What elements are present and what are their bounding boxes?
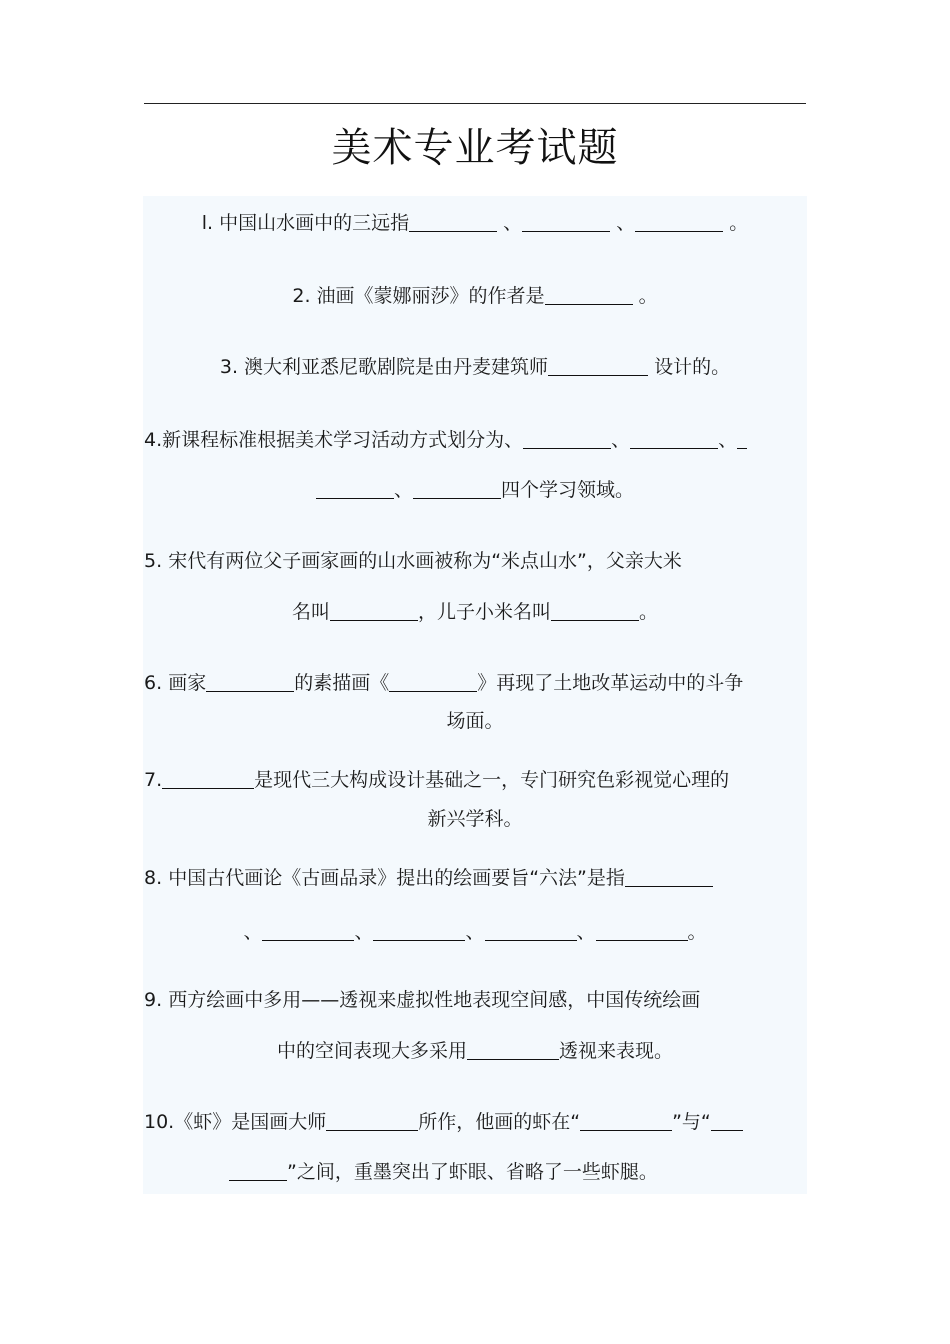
answer-blank[interactable] <box>316 479 394 499</box>
question-number: 6. <box>144 672 163 694</box>
answer-blank[interactable] <box>596 921 688 941</box>
question-text: 澳大利亚悉尼歌剧院是由丹麦建筑师 <box>244 356 549 378</box>
question-text: 中国山水画中的三远指 <box>219 212 410 234</box>
answer-blank[interactable] <box>413 479 501 499</box>
question-9-line-1 <box>144 985 806 1012</box>
question-6-line-1 <box>144 668 806 695</box>
separator: 、 <box>611 429 631 451</box>
question-8-line-2 <box>144 917 806 944</box>
question-text: 名叫 <box>291 601 330 623</box>
answer-blank[interactable] <box>635 212 723 232</box>
question-text: 》再现了土地改革运动中的斗争 <box>477 672 744 694</box>
question-text: 《虾》是国画大师 <box>174 1111 327 1133</box>
question-3 <box>144 352 806 379</box>
answer-blank[interactable] <box>485 921 577 941</box>
question-5-line-1 <box>144 546 806 573</box>
answer-blank[interactable] <box>580 1111 672 1131</box>
question-number: 9. <box>144 989 163 1011</box>
answer-blank[interactable] <box>229 1161 287 1181</box>
question-number: 2. <box>292 285 311 307</box>
question-text: ，儿子小米名叫 <box>417 601 551 623</box>
answer-blank[interactable] <box>523 429 611 449</box>
answer-blank[interactable] <box>548 356 648 376</box>
question-4-line-1 <box>144 425 806 452</box>
question-1 <box>144 208 806 235</box>
period: 。 <box>729 212 749 234</box>
question-text: 宋代有两位父子画家画的山水画被称为“米点山水”，父亲大米 <box>168 550 682 572</box>
question-10-line-2 <box>229 1157 806 1184</box>
answer-blank[interactable] <box>467 1040 559 1060</box>
question-number: 10. <box>144 1111 175 1133</box>
answer-blank[interactable] <box>262 921 354 941</box>
period: 。 <box>639 601 659 623</box>
question-text: 所作，他画的虾在“ <box>418 1111 581 1133</box>
period: 。 <box>687 921 707 943</box>
question-10-line-1 <box>144 1107 806 1134</box>
answer-blank[interactable] <box>373 921 465 941</box>
question-text: 新课程标准根据美术学习活动方式划分为、 <box>162 429 524 451</box>
question-text: 画家 <box>168 672 207 694</box>
question-text: ”之间，重墨突出了虾眼、省略了一些虾腿。 <box>287 1161 658 1183</box>
separator: 、 <box>503 212 523 234</box>
answer-blank[interactable] <box>162 769 254 789</box>
question-text: 四个学习领域。 <box>501 479 635 501</box>
page-title: 美术专业考试题 <box>331 125 619 171</box>
question-text: 新兴学科。 <box>427 808 523 830</box>
question-number: 8. <box>144 867 163 889</box>
separator: 、 <box>465 921 485 943</box>
question-6-line-2 <box>144 706 806 733</box>
question-text: ”与“ <box>672 1111 711 1133</box>
answer-blank[interactable] <box>630 429 718 449</box>
question-text: 中国古代画论《古画品录》提出的绘画要旨“六法”是指 <box>168 867 625 889</box>
answer-blank[interactable] <box>330 601 418 621</box>
answer-blank[interactable] <box>545 285 633 305</box>
header-rule <box>144 103 806 104</box>
question-number: 5. <box>144 550 163 572</box>
answer-blank[interactable] <box>389 672 477 692</box>
question-5-line-2 <box>144 597 806 624</box>
separator: 、 <box>354 921 374 943</box>
question-text: 场面。 <box>446 710 504 732</box>
question-text: 中的空间表现大多采用 <box>276 1040 467 1062</box>
answer-blank[interactable] <box>409 212 497 232</box>
question-number: 4. <box>144 429 163 451</box>
answer-blank[interactable] <box>551 601 639 621</box>
question-8-line-1 <box>144 863 806 890</box>
separator: 、 <box>616 212 636 234</box>
answer-blank[interactable] <box>711 1111 743 1131</box>
question-number: l. <box>201 212 214 234</box>
question-9-line-2 <box>144 1036 806 1063</box>
question-text: 设计的。 <box>654 356 731 378</box>
question-7-line-2 <box>144 804 806 831</box>
question-text: 是现代三大构成设计基础之一，专门研究色彩视觉心理的 <box>254 769 730 791</box>
separator: 、 <box>243 921 263 943</box>
separator: 、 <box>576 921 596 943</box>
question-2 <box>144 281 806 308</box>
answer-blank[interactable] <box>737 429 747 449</box>
answer-blank[interactable] <box>206 672 294 692</box>
question-text: 油画《蒙娜丽莎》的作者是 <box>316 285 545 307</box>
question-number: 7. <box>144 769 163 791</box>
question-4-line-2 <box>144 475 806 502</box>
answer-blank[interactable] <box>522 212 610 232</box>
answer-blank[interactable] <box>625 867 713 887</box>
answer-blank[interactable] <box>326 1111 418 1131</box>
question-text: 透视来表现。 <box>559 1040 674 1062</box>
question-7-line-1 <box>144 765 806 792</box>
separator: 、 <box>393 479 413 501</box>
question-text: 西方绘画中多用——透视来虚拟性地表现空间感，中国传统绘画 <box>168 989 701 1011</box>
question-text: 的素描画《 <box>294 672 390 694</box>
period: 。 <box>638 285 658 307</box>
separator: 、 <box>718 429 738 451</box>
question-number: 3. <box>219 356 238 378</box>
